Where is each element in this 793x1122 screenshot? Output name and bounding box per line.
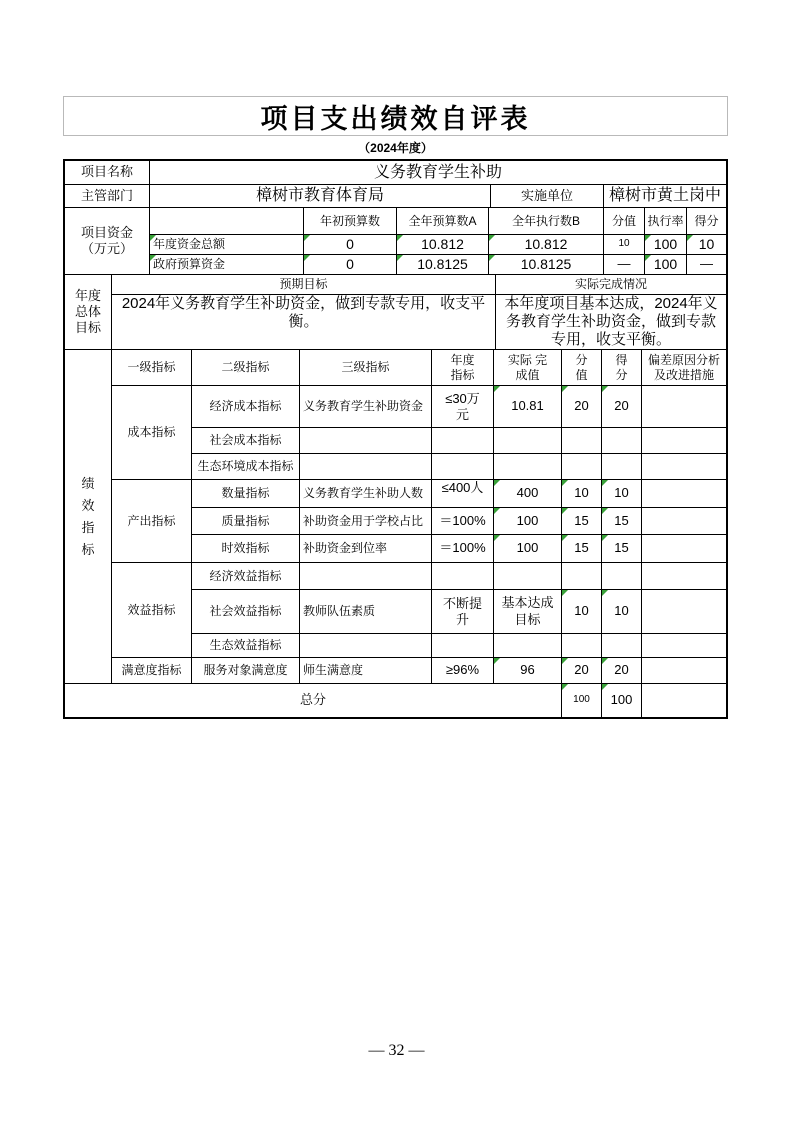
project-name-label: 项目名称 [65, 161, 150, 185]
project-name-value: 义务教育学生补助 [150, 161, 727, 185]
deviation-eco-cost [642, 454, 727, 480]
funds-subrow-header-blank [150, 208, 304, 235]
funds-row-total-label: 年度资金总额 [150, 235, 304, 255]
annual-economic-cost: ≤30万元 [432, 386, 494, 428]
dept-label: 主管部门 [65, 185, 150, 208]
level3-satisfaction: 师生满意度 [300, 658, 432, 684]
annual-quantity: ≤400人 [432, 480, 494, 508]
level3-quantity: 义务教育学生补助人数 [300, 480, 432, 508]
deviation-social-benefit [642, 590, 727, 634]
score-economic-benefit [602, 563, 642, 590]
actual-quantity: 400 [494, 480, 562, 508]
score-value-satisfaction: 20 [562, 658, 602, 684]
actual-result-header: 实际完成情况 [496, 275, 727, 295]
level1-benefit: 效益指标 [112, 563, 192, 658]
funds-gov-initial: 0 [304, 255, 397, 275]
deviation-social-cost [642, 428, 727, 454]
score-quality: 15 [602, 508, 642, 535]
funds-gov-budget: 10.8125 [397, 255, 489, 275]
score-value-social-cost [562, 428, 602, 454]
annual-eco-cost [432, 454, 494, 480]
score-value-eco-cost [562, 454, 602, 480]
funds-total-initial: 0 [304, 235, 397, 255]
header-level3: 三级指标 [300, 350, 432, 386]
funds-header-score: 得分 [687, 208, 727, 235]
funds-gov-score-value: — [604, 255, 645, 275]
form-subtitle-row [63, 136, 728, 159]
funds-total-executed: 10.812 [489, 235, 604, 255]
actual-economic-benefit [494, 563, 562, 590]
header-annual: 年度指标 [432, 350, 494, 386]
annual-quality: ＝100% [432, 508, 494, 535]
level2-eco-cost: 生态环境成本指标 [192, 454, 300, 480]
actual-social-cost [494, 428, 562, 454]
level3-economic-cost: 义务教育学生补助资金 [300, 386, 432, 428]
annual-timeliness: ＝100% [432, 535, 494, 563]
actual-satisfaction: 96 [494, 658, 562, 684]
score-quantity: 10 [602, 480, 642, 508]
impl-unit-label: 实施单位 [491, 185, 604, 208]
annual-economic-benefit [432, 563, 494, 590]
annual-goals-label: 年度总体目标 [65, 275, 112, 350]
annual-goals-table [64, 274, 727, 350]
total-score-value: 100 [562, 684, 602, 718]
total-deviation [642, 684, 727, 718]
deviation-quantity [642, 480, 727, 508]
indicators-table [64, 349, 727, 718]
level2-timeliness: 时效指标 [192, 535, 300, 563]
actual-social-benefit: 基本达成目标 [494, 590, 562, 634]
funds-table [64, 207, 727, 275]
score-eco-benefit [602, 634, 642, 658]
header-score-value: 分值 [562, 350, 602, 386]
form-title-box [63, 96, 728, 136]
funds-label: 项目资金（万元） [65, 208, 150, 275]
form-table [63, 159, 728, 719]
funds-total-budget: 10.812 [397, 235, 489, 255]
deviation-economic-benefit [642, 563, 727, 590]
annual-satisfaction: ≥96% [432, 658, 494, 684]
header-level1: 一级指标 [112, 350, 192, 386]
header-score: 得分 [602, 350, 642, 386]
expected-goal-header: 预期目标 [112, 275, 496, 295]
level2-economic-benefit: 经济效益指标 [192, 563, 300, 590]
actual-quality: 100 [494, 508, 562, 535]
level2-social-cost: 社会成本指标 [192, 428, 300, 454]
total-score: 100 [602, 684, 642, 718]
score-social-cost [602, 428, 642, 454]
score-value-social-benefit: 10 [562, 590, 602, 634]
funds-header-budget: 全年预算数A [397, 208, 489, 235]
form-title: 项目支出绩效自评表 [260, 103, 531, 134]
level3-quality: 补助资金用于学校占比 [300, 508, 432, 535]
actual-economic-cost: 10.81 [494, 386, 562, 428]
header-level2: 二级指标 [192, 350, 300, 386]
score-value-quality: 15 [562, 508, 602, 535]
page-number: — 32 — [368, 1042, 425, 1059]
funds-row-gov-label: 政府预算资金 [150, 255, 304, 275]
funds-total-score-value: 10 [604, 235, 645, 255]
level2-economic-cost: 经济成本指标 [192, 386, 300, 428]
level3-timeliness: 补助资金到位率 [300, 535, 432, 563]
dept-value: 樟树市教育体育局 [150, 185, 491, 208]
level2-satisfaction: 服务对象满意度 [192, 658, 300, 684]
funds-gov-score: — [687, 255, 727, 275]
funds-header-executed: 全年执行数B [489, 208, 604, 235]
score-value-economic-benefit [562, 563, 602, 590]
deviation-economic-cost [642, 386, 727, 428]
level2-social-benefit: 社会效益指标 [192, 590, 300, 634]
level2-quality: 质量指标 [192, 508, 300, 535]
level2-quantity: 数量指标 [192, 480, 300, 508]
deviation-satisfaction [642, 658, 727, 684]
level3-eco-cost [300, 454, 432, 480]
deviation-quality [642, 508, 727, 535]
expected-goal-text: 2024年义务教育学生补助资金，做到专款专用，收支平衡。 [112, 295, 496, 350]
level1-cost: 成本指标 [112, 386, 192, 480]
level3-social-cost [300, 428, 432, 454]
score-social-benefit: 10 [602, 590, 642, 634]
funds-header-initial: 年初预算数 [304, 208, 397, 235]
score-value-economic-cost: 20 [562, 386, 602, 428]
level1-satisfaction: 满意度指标 [112, 658, 192, 684]
level2-eco-benefit: 生态效益指标 [192, 634, 300, 658]
self-evaluation-form [63, 96, 728, 719]
impl-unit-value: 樟树市黄土岗中 [604, 185, 727, 208]
score-value-quantity: 10 [562, 480, 602, 508]
funds-header-score-value: 分值 [604, 208, 645, 235]
deviation-timeliness [642, 535, 727, 563]
department-table [64, 184, 727, 208]
score-eco-cost [602, 454, 642, 480]
indicators-label: 绩效指标 [65, 350, 112, 684]
score-satisfaction: 20 [602, 658, 642, 684]
header-actual: 实际 完成值 [494, 350, 562, 386]
annual-eco-benefit [432, 634, 494, 658]
score-value-timeliness: 15 [562, 535, 602, 563]
actual-eco-cost [494, 454, 562, 480]
score-economic-cost: 20 [602, 386, 642, 428]
actual-timeliness: 100 [494, 535, 562, 563]
score-timeliness: 15 [602, 535, 642, 563]
funds-header-rate: 执行率 [645, 208, 687, 235]
deviation-eco-benefit [642, 634, 727, 658]
annual-social-benefit: 不断提升 [432, 590, 494, 634]
funds-gov-executed: 10.8125 [489, 255, 604, 275]
form-subtitle: （2024年度） [358, 141, 433, 155]
level1-output: 产出指标 [112, 480, 192, 563]
level3-social-benefit: 教师队伍素质 [300, 590, 432, 634]
funds-total-score: 10 [687, 235, 727, 255]
total-label: 总分 [65, 684, 562, 718]
score-value-eco-benefit [562, 634, 602, 658]
level3-eco-benefit [300, 634, 432, 658]
header-deviation: 偏差原因分析及改进措施 [642, 350, 727, 386]
actual-eco-benefit [494, 634, 562, 658]
level3-economic-benefit [300, 563, 432, 590]
annual-social-cost [432, 428, 494, 454]
funds-total-rate: 100 [645, 235, 687, 255]
project-name-table [64, 160, 727, 185]
actual-result-text: 本年度项目基本达成，2024年义务教育学生补助资金，做到专款专用，收支平衡。 [496, 295, 727, 350]
funds-gov-rate: 100 [645, 255, 687, 275]
